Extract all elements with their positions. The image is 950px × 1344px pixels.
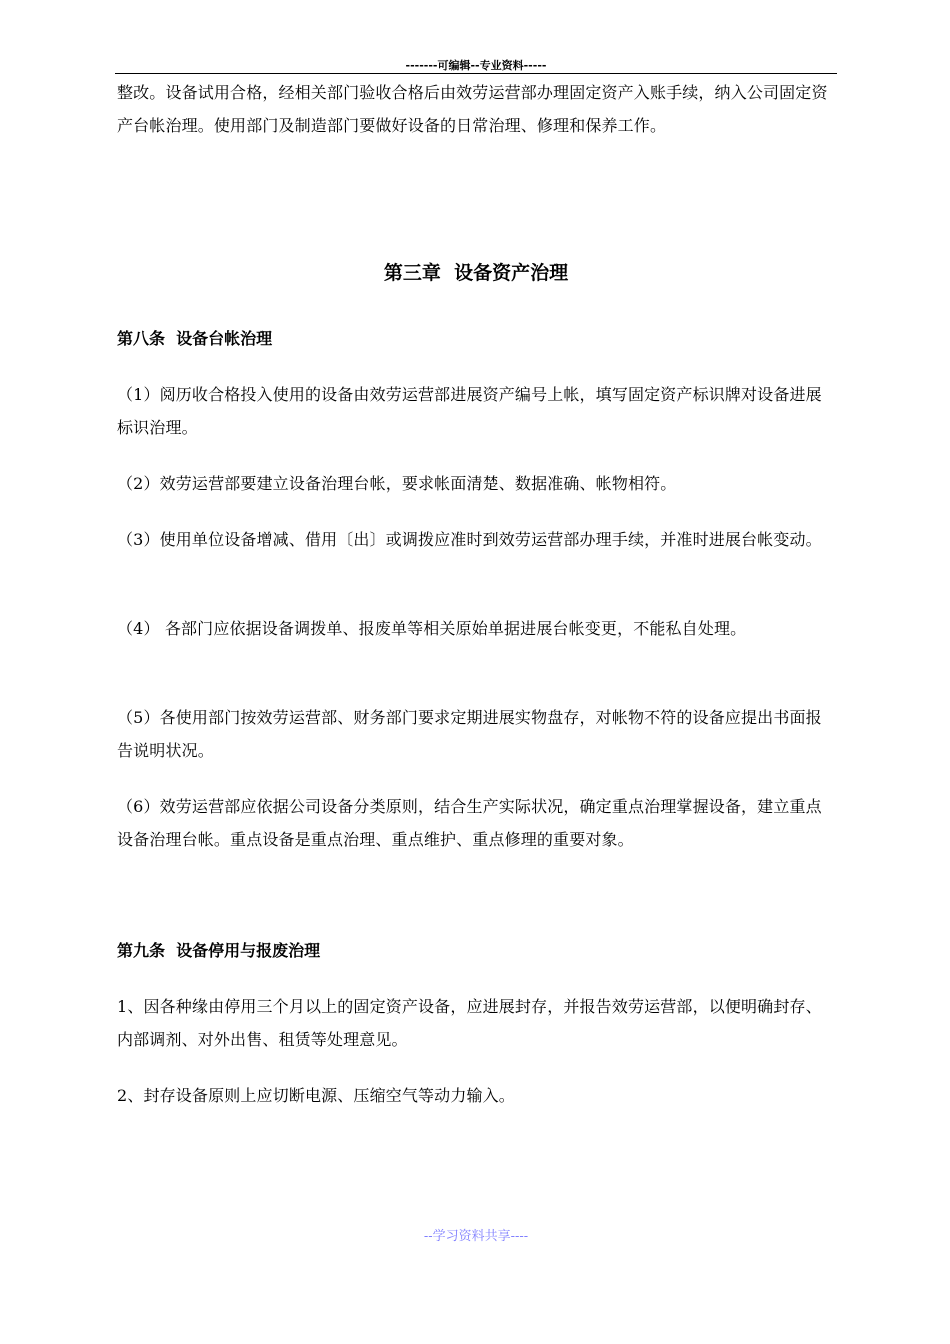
article-8-item-5: （5）各使用部门按效劳运营部、财务部门要求定期进展实物盘存，对帐物不符的设备应提出书面报告说明状况。 — [117, 708, 822, 760]
intro-paragraph: 整改。设备试用合格，经相关部门验收合格后由效劳运营部办理固定资产入账手续，纳入公司固定资产台帐治理。使用部门及制造部门要做好设备的日常治理、修理和保养工作。 — [117, 83, 828, 135]
article-8-item-6: （6）效劳运营部应依据公司设备分类原则，结合生产实际状况，确定重点治理掌握设备，建立重点设备治理台帐。重点设备是重点治理、重点维护、重点修理的重要对象。 — [117, 797, 822, 849]
chapter-title: 第三章 设备资产治理 — [383, 262, 569, 284]
article-8-title: 第八条 设备台帐治理 — [117, 329, 273, 348]
article-8-item-2: （2）效劳运营部要建立设备治理台帐，要求帐面清楚、数据准确、帐物相符。 — [117, 474, 677, 493]
page-header: -------可编辑--专业资料----- — [405, 59, 547, 72]
article-9-title: 第九条 设备停用与报废治理 — [117, 941, 321, 960]
article-8-item-3: （3）使用单位设备增减、借用〔出〕或调拨应准时到效劳运营部办理手续，并准时进展台帐变动。 — [117, 530, 822, 549]
header-divider — [115, 73, 837, 74]
article-8-item-1: （1）阅历收合格投入使用的设备由效劳运营部进展资产编号上帐，填写固定资产标识牌对设备进展标识治理。 — [117, 385, 822, 437]
article-9-item-2: 2、封存设备原则上应切断电源、压缩空气等动力输入。 — [117, 1086, 515, 1105]
article-8-item-4: （4） 各部门应依据设备调拨单、报废单等相关原始单据进展台帐变更，不能私自处理。 — [117, 619, 747, 638]
page-footer: --学习资料共享---- — [423, 1229, 529, 1244]
article-9-item-1: 1、因各种缘由停用三个月以上的固定资产设备，应进展封存，并报告效劳运营部，以便明确封存、内部调剂、对外出售、租赁等处理意见。 — [117, 997, 822, 1049]
